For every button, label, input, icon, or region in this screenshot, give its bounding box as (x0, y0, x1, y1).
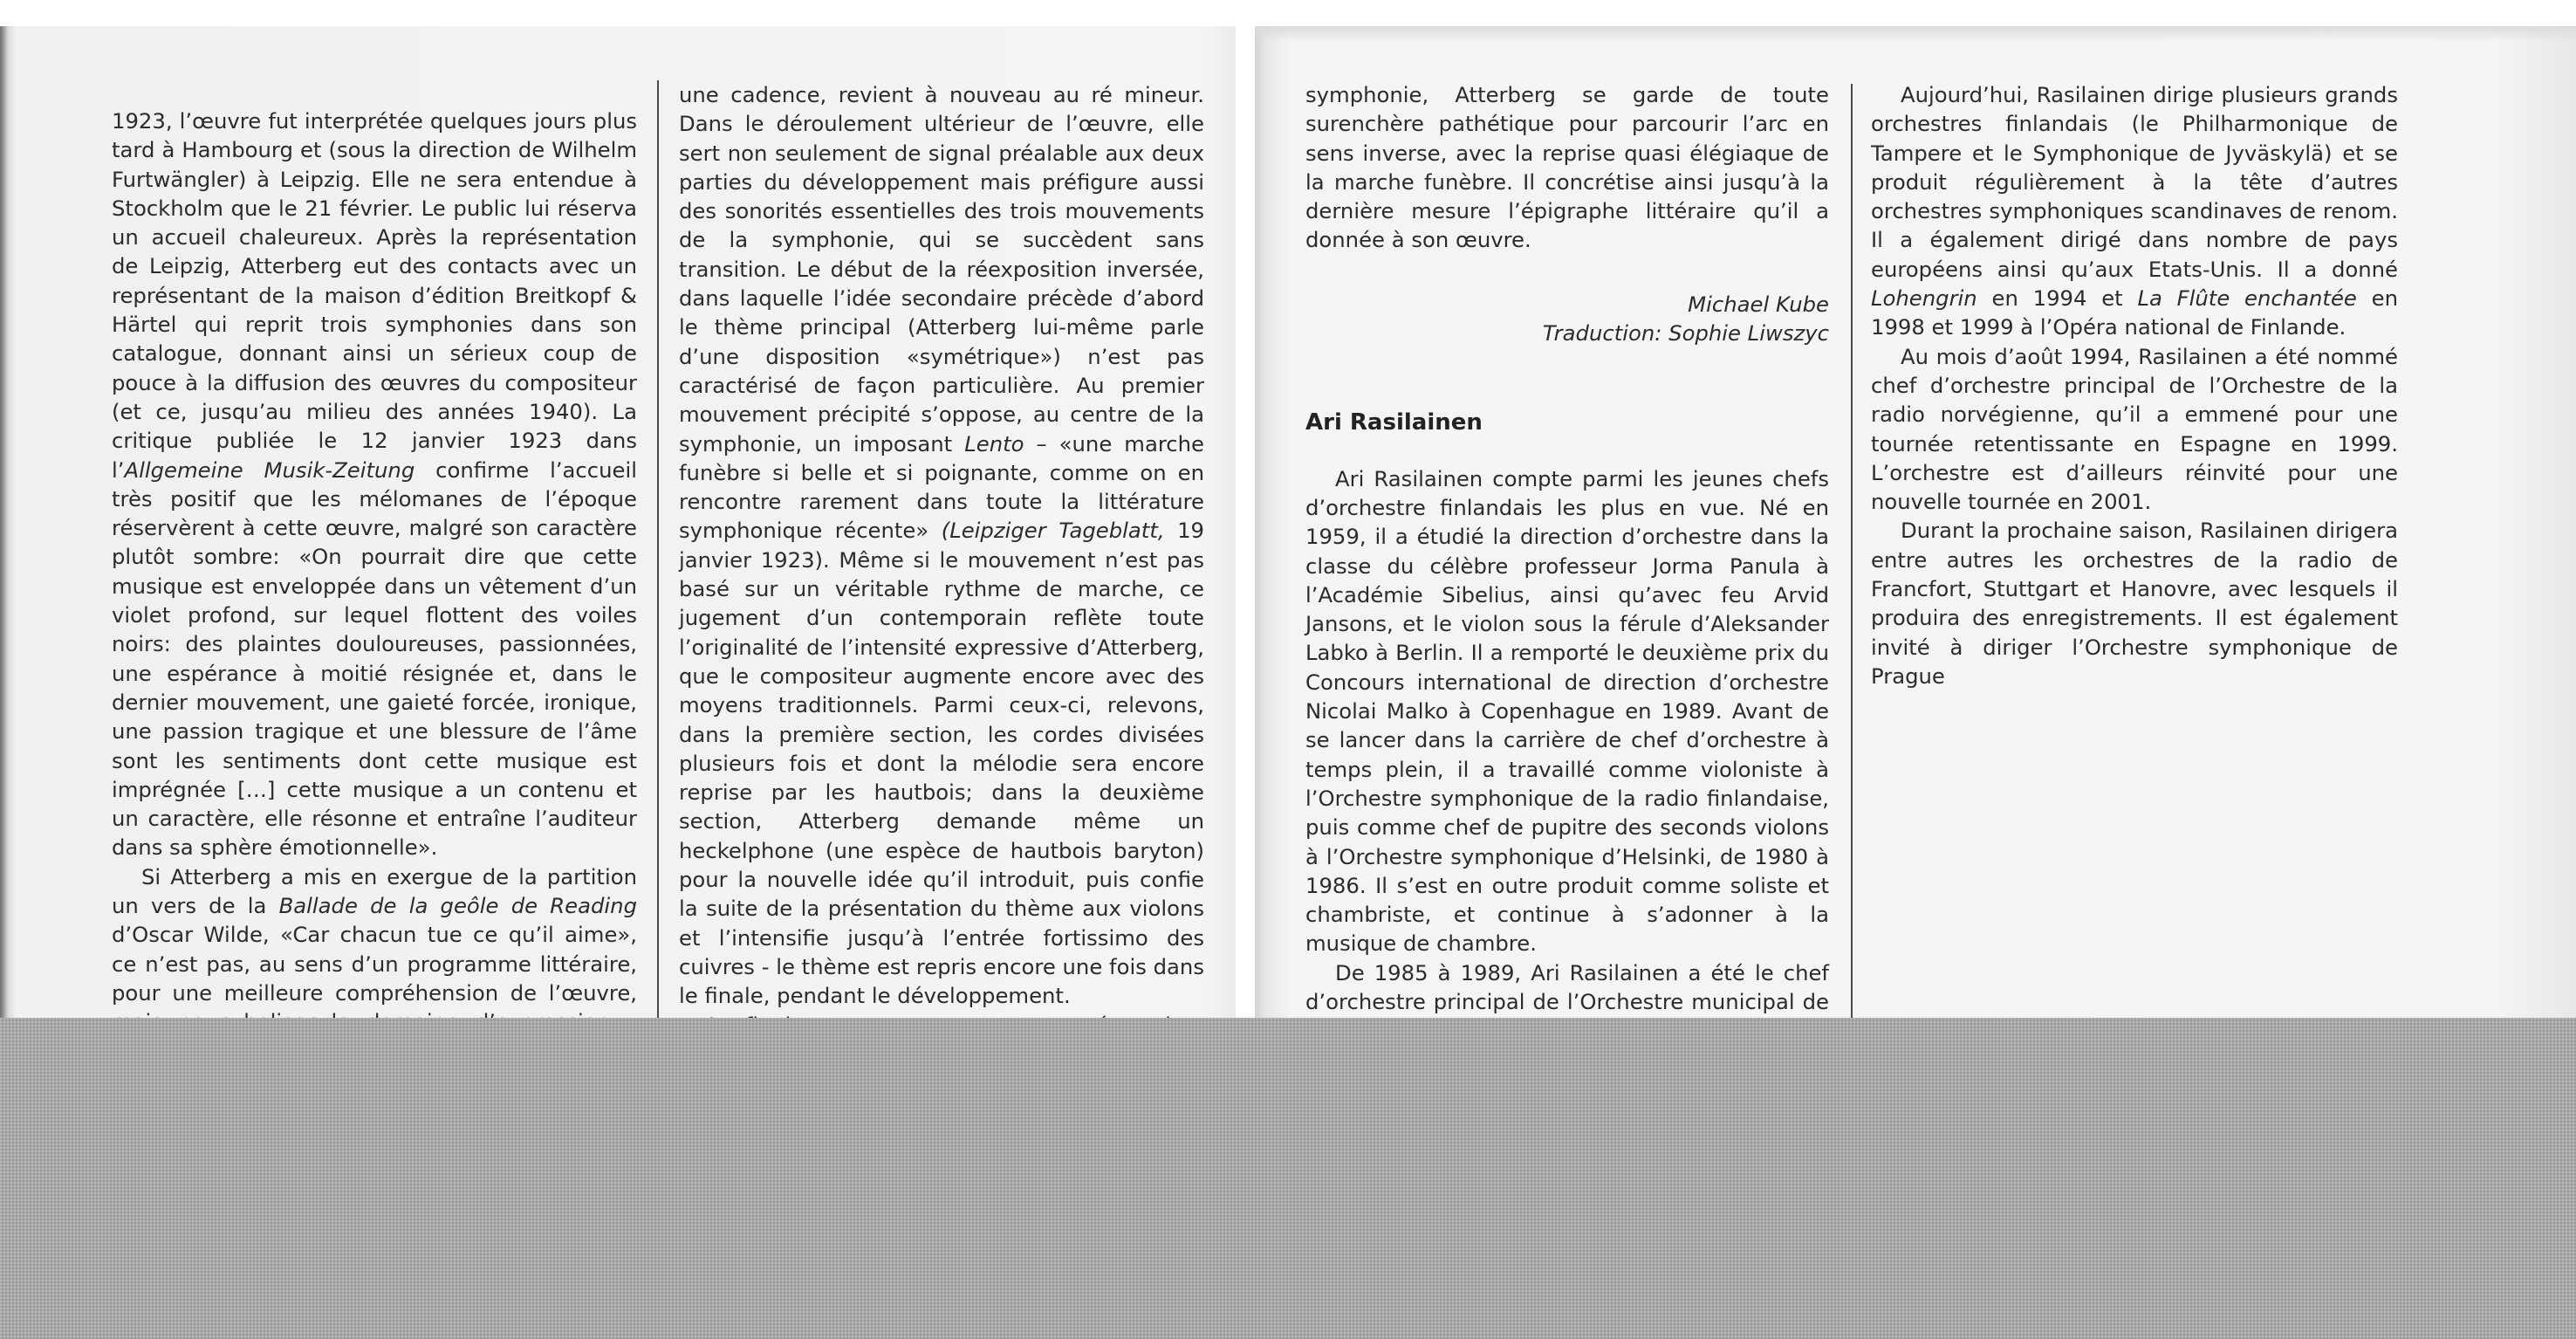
lento-term: Lento (964, 430, 1024, 457)
ballad-title: Ballade de la geôle de Reading (278, 893, 637, 919)
author-name: Michael Kube (1688, 291, 1829, 317)
right-page-column-2 (1871, 80, 2398, 690)
bio-paragraph-season: Durant la prochaine saison, Rasilainen dirigera entre autres les orchestres de la radio de Francfort, Stuttgart et Hanovre, avec lesquels il produira des enregistrements. Il est également invité à diriger l’Orchestre symphonique de Prague (1871, 518, 2398, 689)
bio-paragraph-today: Aujourd’hui, Rasilainen dirige plusieurs grands orchestres finlandais (le Philharmonique de Tampere et le Symphonique de Jyväskylä) et se produit régulièrement à la tête d’autres orchestres symphoniques scandinaves de renom. Il a également dirigé dans nombre de pays européens ainsi qu’aux Etats-Unis. Il a donné Lohengrin en 1994 et La Flûte enchantée en 1998 et 1999 à l’Opéra national de Finlande. (1871, 82, 2398, 340)
bio-paragraph-1: Ari Rasilainen compte parmi les jeunes chefs d’orchestre finlandais les plus en vue. Né en 1959, il a étudié la direction d’orchestre dans la classe du célèbre professeur Jorma Panula à l’Académie Sibelius, ainsi qu’avec feu Arvid Jansons, et le violon sous la férule d’Aleksander Labko à Berlin. Il a remporté le deuxième prix du Concours international de direction d’orchestre Nicolai Malko à Copenhague en 1989. Avant de se lancer dans la carrière de chef d’orchestre à temps plein, il a travaillé comme violoniste à l’Orchestre symphonique de la radio finlandaise, puis comme chef de pupitre des seconds violons à l’Orchestre symphonique d’Helsinki, de 1980 à 1986. Il s’est en outre produit comme soliste et chambriste, et continue à s’adonner à la musique de chambre. (1305, 465, 1829, 957)
scan-gray-overlay (0, 1018, 2576, 1339)
paragraph-premiere: 1923, l’œuvre fut interprétée quelques jours plus tard à Hambourg et (sous la direction de Wilhelm Furtwängler) à Leipzig. Elle ne sera entendue à Stockholm que le 21 février. Le public lui réserva un accueil chaleureux. Après la représentation de Leipzig, Atterberg eut des contacts avec un représentant de la maison d’édition Breitkopf & Härtel qui reprit trois symphonies dans son catalogue, donnant ainsi un sérieux coup de pouce à la diffusion des œuvres du compositeur (et ce, jusqu’au milieu des années 1940). La critique publiée le 12 janvier 1923 dans l’Allgemeine Musik-Zeitung confirme l’accueil très positif que les mélomanes de l’époque réservèrent à cette œuvre, malgré son caractère plutôt sombre: «On pourrait dire que cette musique est enveloppée dans un vêtement d’un violet profond, sur lequel flottent des voiles noirs: des plaintes douloureuses, passionnées, une espérance à moitié résignée et, dans le dernier mouvement, une gaieté forcée, ironique, une passion tragique et une blessure de l’âme sont les sentiments dont cette musique est imprégnée […] cette musique a un contenu et un caractère, elle résonne et entraîne l’auditeur dans sa sphère émotionnelle». (112, 108, 637, 861)
right-page-column-1 (1305, 80, 1829, 1103)
paragraph-cadence: une cadence, revient à nouveau au ré mineur. Dans le déroulement ultérieur de l’œuvre, elle sert non seulement de signal préalable aux deux parties du développement mais préfigure aussi des sonorités essentielles des trois mouvements de la symphonie, qui se succèdent sans transition. Le début de la réexposition inversée, dans laquelle l’idée secondaire précède d’abord le thème principal (Atterberg lui-même parle d’une disposition «symétrique») n’est pas caractérisé de façon particulière. Au premier mouvement précipité s’oppose, au centre de la symphonie, un imposant Lento – «une marche funèbre si belle et si poignante, comme on en rencontre rarement dans toute la littérature symphonique récente» (Leipziger Tageblatt, 19 janvier 1923). Même si le mouvement n’est pas basé sur un véritable rythme de marche, ce jugement d’un contemporain reflète toute l’originalité de l’intensité expressive d’Atterberg, que le compositeur augmente encore avec des moyens traditionnels. Parmi ceux-ci, relevons, dans la première section, les cordes divisées plusieurs fois et dont la mélodie sera encore reprise par les hautbois; dans la deuxième section, Atterberg demande même un heckelphone (une espèce de hautbois baryton) pour la nouvelle idée qu’il introduit, puis confie la suite de la présentation du thème aux violons et l’intensifie jusqu’à l’entrée fortissimo des cuivres - le thème est repris encore une fois dans le finale, pendant le développement. (679, 82, 1204, 1009)
essay-signature (1305, 290, 1829, 348)
opera-title-flute: La Flûte enchantée (2137, 285, 2357, 312)
paragraph-oscar-wilde: Si Atterberg a mis en exergue de la partition un vers de la Ballade de la geôle de Reading d’Oscar Wilde, «Car chacun tue ce qu’il aime», ce n’est pas, au sens d’un programme littéraire, pour une meilleure compréhension de l’œuvre, (112, 863, 637, 1006)
journal-title: Allgemeine Musik-Zeitung (124, 457, 415, 483)
right-page-overlay (0, 26, 2576, 1021)
section-heading: Ari Rasilainen (1305, 409, 1483, 436)
opera-title-lohengrin: Lohengrin (1871, 285, 1977, 312)
translator-credit: Traduction: Sophie Liwszyc (1542, 320, 1829, 347)
essay-conclusion: symphonie, Atterberg se garde de toute surenchère pathétique pour parcourir l’arc en sens inverse, avec la reprise quasi élégiaque de la marche funèbre. Il concrétise ainsi jusqu’à la dernière mesure l’épigraphe littéraire qu’il a donnée à son œuvre. (1305, 82, 1829, 253)
bio-paragraph-2: De 1985 à 1989, Ari Rasilainen a été le chef d’orchestre principal de l’Orchestre municipal de (1305, 959, 1829, 1015)
bio-paragraph-norway: Au mois d’août 1994, Rasilainen a été nommé chef d’orchestre principal de l’Orchestre de la radio norvégienne, qu’il a emmené pour une tournée retentissante en Espagne en 1999. L’orchestre est d’ailleurs réinvité pour une nouvelle tournée en 2001. (1871, 343, 2398, 515)
newspaper-title: (Leipziger Tageblatt, (941, 518, 1165, 544)
